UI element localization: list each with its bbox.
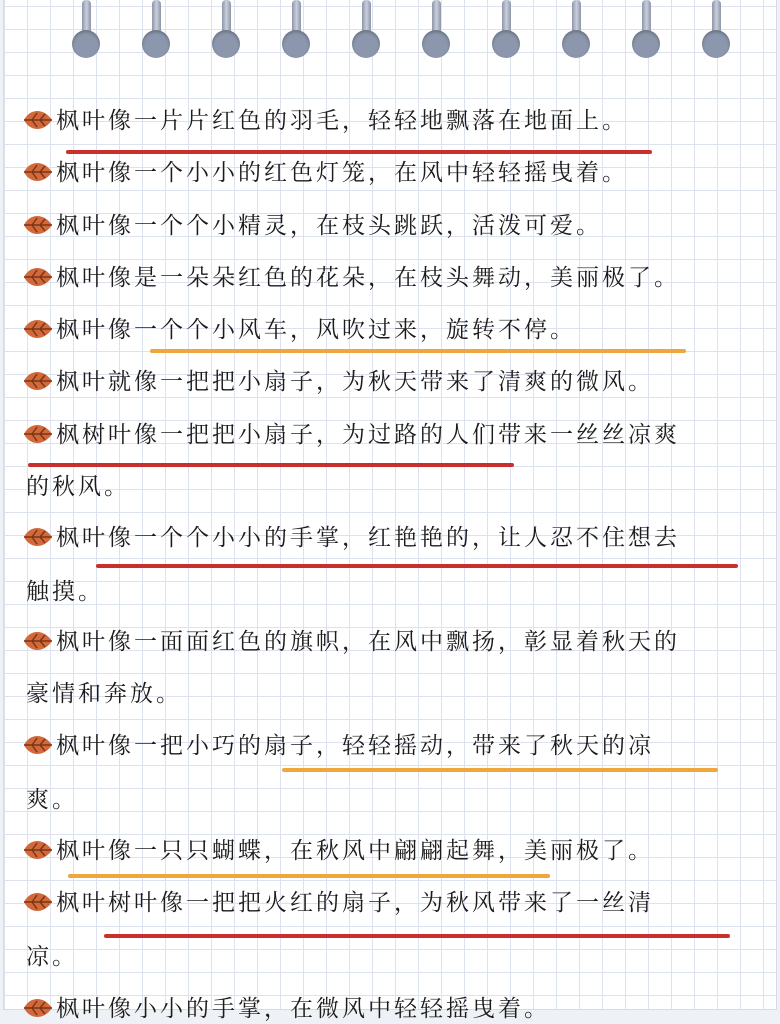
sentence-line [26,679,182,709]
maple-leaf-icon [22,263,54,291]
sentence-text: 枫叶像小小的手掌，在微风中轻轻摇曳着。 [56,996,550,1022]
sentence-text: 枫叶就像一把把小扇子，为秋天带来了清爽的微风。 [56,369,654,395]
maple-leaf-icon [22,315,54,343]
maple-leaf-icon [22,211,54,239]
sentence-text: 枫叶像一把小巧的扇子，轻轻摇动，带来了秋天的凉 [56,733,654,759]
sentence-text: 豪情和奔放。 [26,681,182,707]
sentence-text: 凉。 [26,944,78,970]
sentence-text: 的秋风。 [26,474,130,500]
maple-leaf-icon [22,367,54,395]
highlight-underline [150,349,686,353]
sentence-line [22,523,680,553]
maple-leaf-icon [22,994,54,1022]
maple-leaf-icon [22,627,54,655]
sentence-line [26,472,130,502]
sentence-line [26,577,104,607]
highlight-underline [96,564,738,568]
sentence-text: 枫叶像一只只蝴蝶，在秋风中翩翩起舞，美丽极了。 [56,838,654,864]
sentence-text: 枫叶树叶像一把把火红的扇子，为秋风带来了一丝清 [56,890,654,916]
sentence-line [26,785,78,815]
maple-leaf-icon [22,523,54,551]
sentence-line [22,263,680,293]
sentence-text: 枫叶像一个小小的红色灯笼，在风中轻轻摇曳着。 [56,160,628,186]
sentence-line [22,836,654,866]
maple-leaf-icon [22,106,54,134]
sentence-text: 枫叶像是一朵朵红色的花朵，在枝头舞动，美丽极了。 [56,265,680,291]
sentence-line [22,994,550,1024]
sentence-text: 爽。 [26,787,78,813]
maple-leaf-icon [22,420,54,448]
highlight-underline [28,463,514,467]
sentence-line [22,367,654,397]
sentence-line [22,731,654,761]
maple-leaf-icon [22,888,54,916]
highlight-underline [104,934,730,938]
sentence-line [26,942,78,972]
sentence-line [22,106,628,136]
maple-leaf-icon [22,158,54,186]
sentence-text: 触摸。 [26,579,104,605]
sentence-line [22,315,576,345]
highlight-underline [66,150,652,154]
sentence-line [22,888,654,918]
maple-leaf-icon [22,731,54,759]
sentence-text: 枫叶像一个个小小的手掌，红艳艳的，让人忍不住想去 [56,525,680,551]
sentence-text: 枫叶像一个个小风车，风吹过来，旋转不停。 [56,317,576,343]
sentence-line [22,211,602,241]
sentence-text: 枫叶像一个个小精灵，在枝头跳跃，活泼可爱。 [56,213,602,239]
sentence-line [22,627,680,657]
sentence-line [22,420,680,450]
highlight-underline [68,874,550,878]
sentence-text: 枫叶像一片片红色的羽毛，轻轻地飘落在地面上。 [56,108,628,134]
sentence-line [22,158,628,188]
maple-leaf-icon [22,836,54,864]
sentence-text: 枫叶像一面面红色的旗帜，在风中飘扬，彰显着秋天的 [56,629,680,655]
sentence-text: 枫树叶像一把把小扇子，为过路的人们带来一丝丝凉爽 [56,422,680,448]
highlight-underline [282,768,718,772]
